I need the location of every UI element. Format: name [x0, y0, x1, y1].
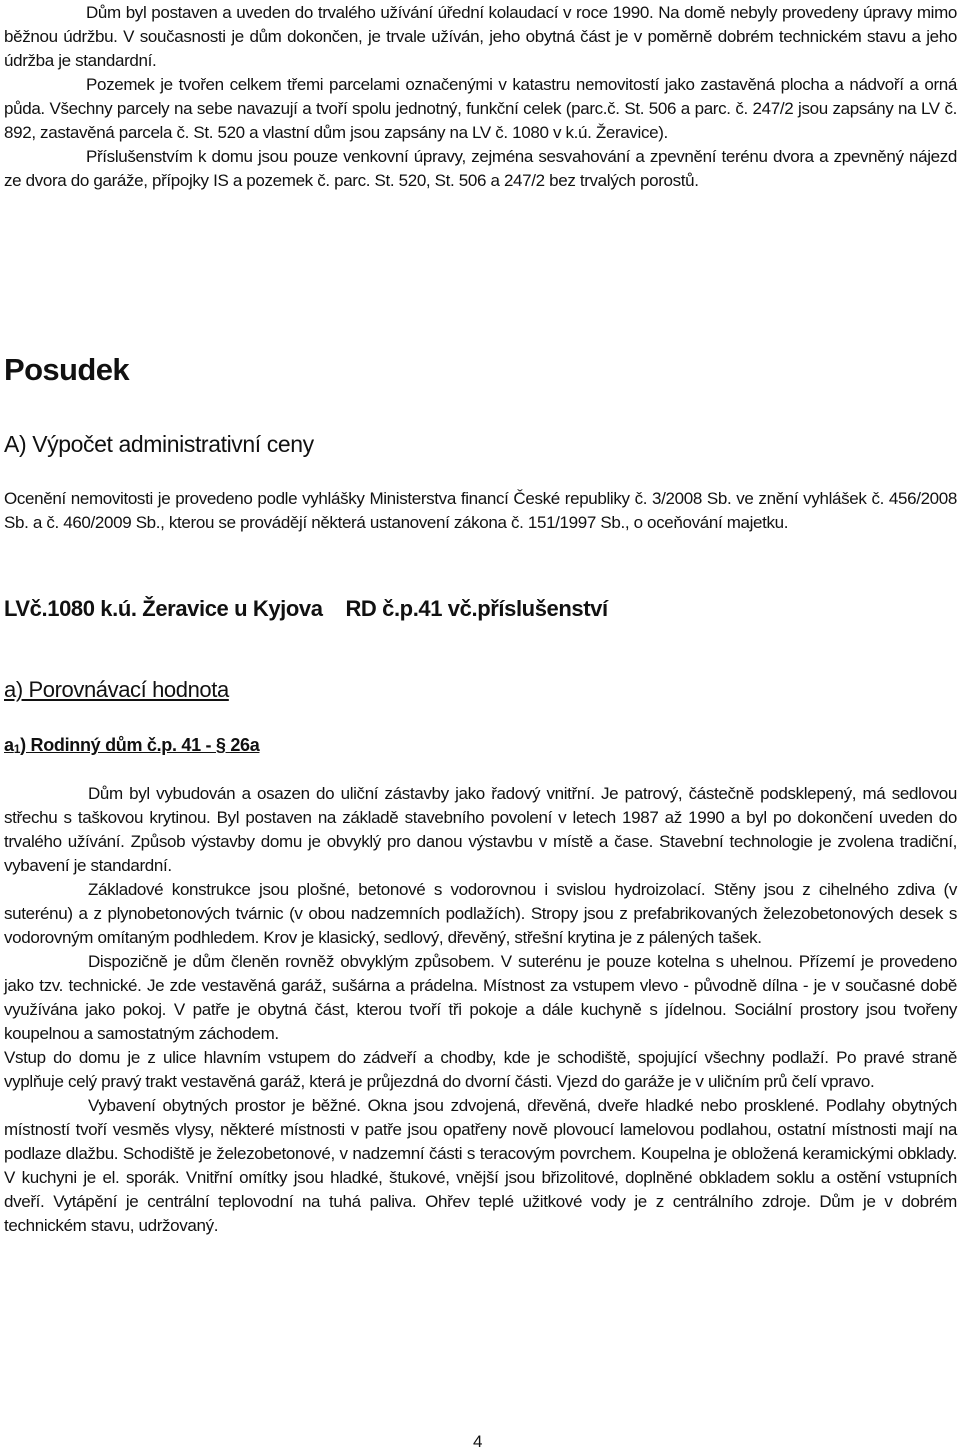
heading-posudek: Posudek	[4, 352, 130, 387]
paragraph-land-parcels: Pozemek je tvořen celkem třemi parcelami označenými v katastru nemovitostí jako zastavěná plocha a nádvoří a orná půda. Všechny parcely na sebe navazují a tvoří spolu jednotný, funkční celek (parc.č. St. 506 a parc. č. 247/2 jsou zapsány na LV č. 892, zastavěná parcela č. St. 520 a vlastní dům jsou zapsány na LV č. 1080 v k.ú. Žeravice).	[4, 75, 957, 142]
paragraph-house-construction: Dům byl vybudován a osazen do uliční zástavby jako řadový vnitřní. Je patrový, částečně podsklepený, má sedlovou střechu s taškovou krytinou. Byl postaven na základě stavebního povolení v letech 1987 až 1990 a byl po dokončení uveden do trvalého užívání. Způsob výstavby domu je obvyklý pro danou výstavbu v místě a čase. Stavební technologie je zvolena tradiční, vybavení je standardní.	[4, 784, 957, 875]
subheading-a1-title: ) Rodinný dům č.p. 41 - § 26a	[20, 735, 260, 755]
house-description-section	[4, 782, 957, 1238]
paragraph-house-history: Dům byl postaven a uveden do trvalého užívání úřední kolaudací v roce 1990. Na domě nebyly provedeny úpravy mimo běžnou údržbu. V současnosti je dům dokončen, je trvale užíván, jeho obytná část je v poměrně dobrém technickém stavu a jeho údržba je standardní.	[4, 3, 957, 70]
subheading-a1-subscript: 1	[13, 742, 21, 756]
subheading-comparative-value: a) Porovnávací hodnota	[4, 677, 229, 702]
page-number: 4	[473, 1432, 483, 1451]
paragraph-valuation-basis: Ocenění nemovitosti je provedeno podle vyhlášky Ministerstva financí České republiky č. 3/2008 Sb. ve znění vyhlášek č. 456/2008 Sb. a č. 460/2009 Sb., kterou se provádějí některá ustanovení zákona č. 151/1997 Sb., o oceňování majetku.	[4, 489, 957, 532]
paragraph-layout: Dispozičně je dům členěn rovněž obvyklým způsobem. V suterénu je pouze kotelna s uhelnou. Přízemí je provedeno jako tzv. technické. Je zde vestavěná garáž, sušárna a prádelna. Místnost za vstupem vlevo - původně dílna - je v současné době využívána jako pokoj. V patře je obytná část, kterou tvoří tři pokoje a dále kuchyně s jídelnou. Sociální prostory jsou tvořeny koupelnou a samostatným záchodem.	[4, 952, 957, 1043]
subheading-a1-prefix: a	[4, 735, 14, 755]
intro-section	[4, 1, 957, 193]
paragraph-accessories: Příslušenstvím k domu jsou pouze venkovní úpravy, zejména sesvahování a zpevnění terénu dvora a zpevněný nájezd ze dvora do garáže, přípojky IS a pozemek č. parc. St. 520, St. 506 a 247/2 bez trvalých porostů.	[4, 147, 957, 190]
paragraph-equipment: Vybavení obytných prostor je běžné. Okna jsou zdvojená, dřevěná, dveře hladké nebo prosklené. Podlahy obytných místností tvoří vesměs vlysy, některé místnosti v patře jsou opatřeny nově plovoucí lamelovou podlahou, ostatní místnosti mají na podlaze dlažbu. Schodiště je železobetonové, v nadzemní části s teracovým povrchem. Koupelna je obložená keramickými obklady. V kuchyni je el. sporák. Vnitřní omítky jsou hladké, štukové, vnější jsou břizolitové, doplněné obkladem soklu a ostění vstupních dveří. Vytápění je centrální teplovodní na tuhá paliva. Ohřev teplé užitkové vody je z centrálního zdroje. Dům je v dobrém technickém stavu, udržovaný.	[4, 1096, 957, 1235]
paragraph-entrance: Vstup do domu je z ulice hlavním vstupem do zádveří a chodby, kde je schodiště, spojující všechny podlaží. Po pravé straně vyplňuje celý pravý trakt vestavěná garáž, která je průjezdná do dvorní části. Vjezd do garáže je v uličním prů čelí vpravo.	[4, 1048, 957, 1091]
subheading-family-house	[4, 732, 259, 762]
property-identification: LVč.1080 k.ú. Žeravice u Kyjova RD č.p.41 vč.příslušenství	[4, 596, 608, 621]
heading-section-a: A) Výpočet administrativní ceny	[4, 431, 314, 457]
paragraph-structural-elements: Základové konstrukce jsou plošné, betonové s vodorovnou i svislou hydroizolací. Stěny jsou z cihelného zdiva (v suterénu) a z plynobetonových tvárnic (v obou nadzemních podlažích). Stropy jsou z prefabrikovaných železobetonových desek s vodorovným omítaným podhledem. Krov je klasický, sedlový, dřevěný, střešní krytina je z pálených tašek.	[4, 880, 957, 947]
valuation-basis-section	[4, 487, 957, 535]
